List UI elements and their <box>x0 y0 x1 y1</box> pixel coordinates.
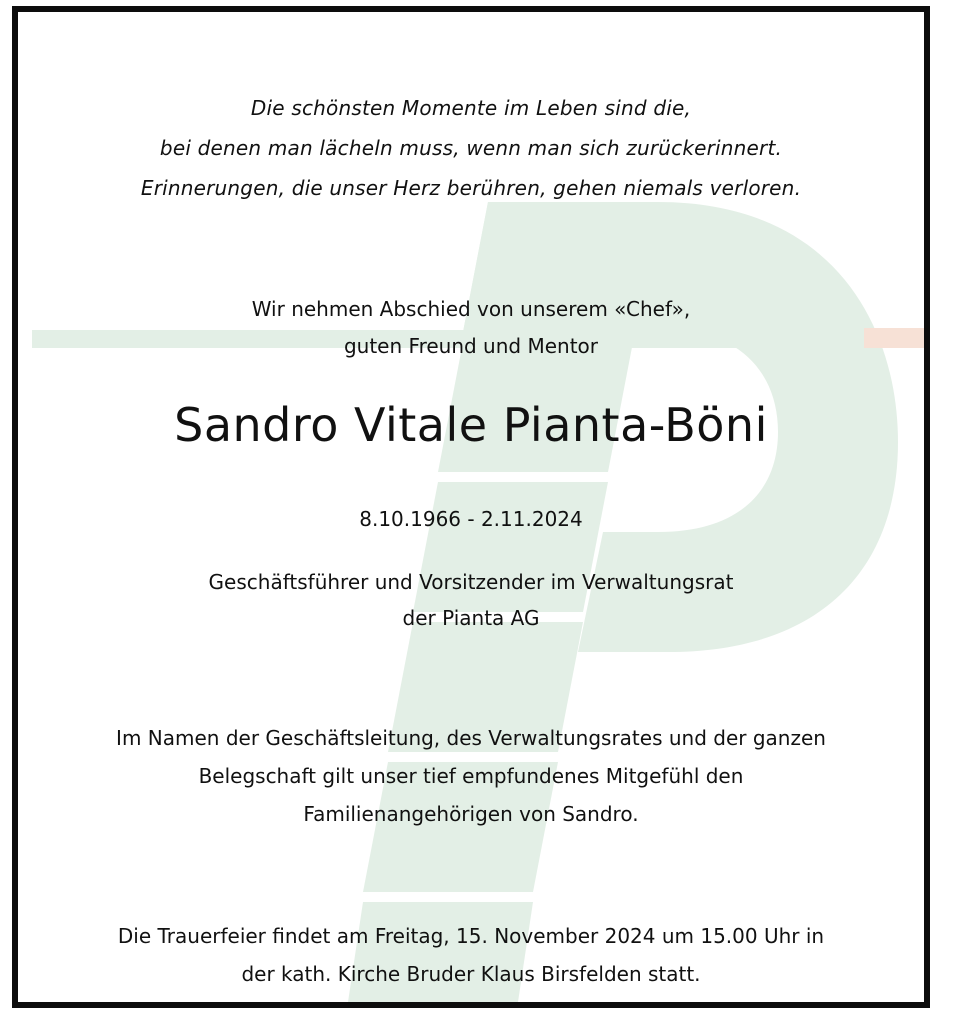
condolence-line-3: Familienangehörigen von Sandro. <box>303 802 639 826</box>
role-line-2: der Pianta AG <box>402 606 540 630</box>
life-dates: 8.10.1966 - 2.11.2024 <box>359 507 583 531</box>
farewell-line-2: guten Freund und Mentor <box>343 334 599 358</box>
condolence-line-1: Im Namen der Geschäftsleitung, des Verwaltungsrates und der ganzen <box>116 726 826 750</box>
motto-line-1: Die schönsten Momente im Leben sind die, <box>250 96 692 120</box>
condolence-line-2: Belegschaft gilt unser tief empfundenes Mitgefühl den <box>198 764 744 788</box>
role-line-1: Geschäftsführer und Vorsitzender im Verwaltungsrat <box>208 570 734 594</box>
ceremony-line-2: der kath. Kirche Bruder Klaus Birsfelden statt. <box>241 962 701 986</box>
motto-line-3: Erinnerungen, die unser Herz berühren, gehen niemals verloren. <box>140 176 802 200</box>
obituary-frame <box>12 6 930 1008</box>
ceremony-line-1: Die Trauerfeier findet am Freitag, 15. November 2024 um 15.00 Uhr in <box>117 924 825 948</box>
obituary-content <box>18 12 924 1002</box>
deceased-name: Sandro Vitale Pianta-Böni <box>174 398 768 452</box>
farewell-line-1: Wir nehmen Abschied von unserem «Chef», <box>251 297 691 321</box>
motto-line-2: bei denen man lächeln muss, wenn man sich zurückerinnert. <box>159 136 783 160</box>
